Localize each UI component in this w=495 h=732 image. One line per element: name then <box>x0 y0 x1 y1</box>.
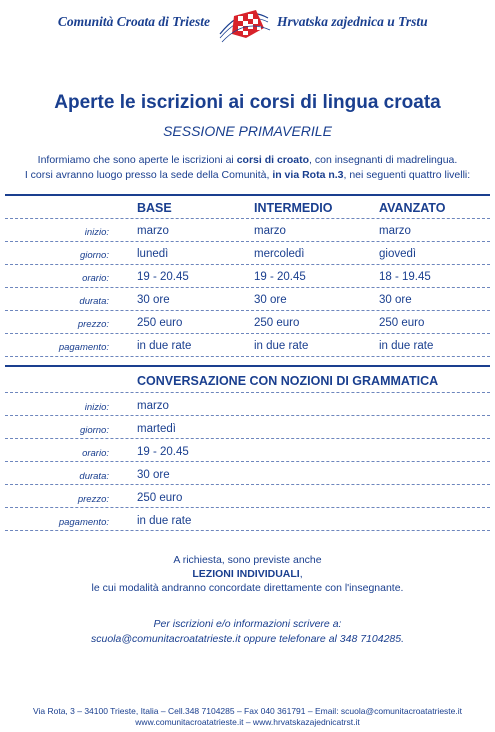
intro-text-2b: in via Rota n.3 <box>272 169 344 181</box>
table2-row-rule <box>5 530 490 531</box>
footer-address: Via Rota, 3 – 34100 Trieste, Italia – Cell.348 7104285 – Fax 040 361791 – Email: scuola@comunitacroatatrieste.it <box>32 706 462 716</box>
avanzato-durata: 30 ore <box>379 294 412 306</box>
intermedio-orario: 19 - 20.45 <box>254 271 306 283</box>
page-title: Aperte le iscrizioni ai corsi di lingua croata <box>54 92 441 113</box>
table1-row-rule <box>5 287 490 288</box>
table1-row-rule <box>5 310 490 311</box>
table2-row-rule <box>5 415 490 416</box>
contact-line-1: Per iscrizioni e/o informazioni scrivere a: <box>153 618 342 630</box>
label-pagamento: pagamento: <box>58 342 109 353</box>
table2-row-rule <box>5 484 490 485</box>
contact-line-2: scuola@comunitacroatatrieste.it oppure telefonare al 348 7104285. <box>90 633 405 645</box>
intro-text-1c: , con insegnanti di madrelingua. <box>309 154 458 166</box>
intro-text-2a: I corsi avranno luogo presso la sede della Comunità, <box>24 169 273 181</box>
conv-orario: 19 - 20.45 <box>137 446 189 458</box>
label-prezzo: prezzo: <box>77 494 109 505</box>
conv-durata: 30 ore <box>137 469 170 481</box>
note-line-1: A richiesta, sono previste anche <box>173 554 322 566</box>
conv-inizio: marzo <box>137 400 169 412</box>
conv-pagamento: in due rate <box>137 515 192 527</box>
label-prezzo: prezzo: <box>77 319 109 330</box>
intro-text-1a: Informiamo che sono aperte le iscrizioni ai <box>37 154 237 166</box>
label-orario: orario: <box>82 448 109 459</box>
label-giorno: giorno: <box>79 250 109 261</box>
table2-row-rule <box>5 438 490 439</box>
base-durata: 30 ore <box>137 294 170 306</box>
label-giorno: giorno: <box>79 425 109 436</box>
page-subtitle: SESSIONE PRIMAVERILE <box>163 123 332 139</box>
note-line-2-comma: , <box>299 568 303 580</box>
intro-text-1b: corsi di croato <box>236 154 310 166</box>
footer <box>0 706 495 728</box>
table2-row-rule <box>5 392 490 393</box>
community-logo-icon <box>216 4 272 48</box>
label-durata: durata: <box>79 296 109 307</box>
intermedio-giorno: mercoledì <box>254 248 305 260</box>
base-orario: 19 - 20.45 <box>137 271 189 283</box>
col-header-intermedio: INTERMEDIO <box>254 201 333 215</box>
conv-giorno: martedì <box>137 423 176 435</box>
intermedio-inizio: marzo <box>254 225 286 237</box>
note-line-2: LEZIONI INDIVIDUALI <box>192 568 300 580</box>
individual-lessons-note <box>0 553 495 595</box>
table1-row-rule <box>5 241 490 242</box>
col-header-avanzato: AVANZATO <box>379 201 446 215</box>
label-durata: durata: <box>79 471 109 482</box>
table1-row-rule <box>5 333 490 334</box>
footer-websites: www.comunitacroatatrieste.it – www.hrvatskazajednicatrst.it <box>135 717 360 727</box>
table2-top-rule <box>5 365 490 367</box>
contact-info <box>0 617 495 647</box>
table1-row-rule <box>5 264 490 265</box>
table2-row-rule <box>5 461 490 462</box>
avanzato-orario: 18 - 19.45 <box>379 271 431 283</box>
intro-text-2c: , nei seguenti quattro livelli: <box>343 169 471 181</box>
note-line-3: le cui modalità andranno concordate direttamente con l'insegnante. <box>91 582 404 594</box>
label-orario: orario: <box>82 273 109 284</box>
header-right-text: Hrvatska zajednica u Trstu <box>277 14 428 29</box>
header-left-text: Comunità Croata di Trieste <box>57 14 210 29</box>
intro-text <box>0 153 495 183</box>
intermedio-durata: 30 ore <box>254 294 287 306</box>
avanzato-prezzo: 250 euro <box>379 317 425 329</box>
base-inizio: marzo <box>137 225 169 237</box>
base-giorno: lunedì <box>137 248 169 260</box>
header <box>0 0 495 52</box>
table1-row-rule <box>5 356 490 357</box>
table2-row-rule <box>5 507 490 508</box>
label-inizio: inizio: <box>84 227 109 238</box>
table1-row-rule <box>5 218 490 219</box>
col-header-base: BASE <box>137 201 172 215</box>
label-pagamento: pagamento: <box>58 517 109 528</box>
conv-prezzo: 250 euro <box>137 492 183 504</box>
base-pagamento: in due rate <box>137 340 192 352</box>
intermedio-pagamento: in due rate <box>254 340 309 352</box>
base-prezzo: 250 euro <box>137 317 183 329</box>
avanzato-inizio: marzo <box>379 225 411 237</box>
intermedio-prezzo: 250 euro <box>254 317 300 329</box>
label-inizio: inizio: <box>84 402 109 413</box>
table1-top-rule <box>5 194 490 196</box>
avanzato-pagamento: in due rate <box>379 340 434 352</box>
col-header-conversazione: CONVERSAZIONE CON NOZIONI DI GRAMMATICA <box>137 374 439 388</box>
avanzato-giorno: giovedì <box>379 248 417 260</box>
